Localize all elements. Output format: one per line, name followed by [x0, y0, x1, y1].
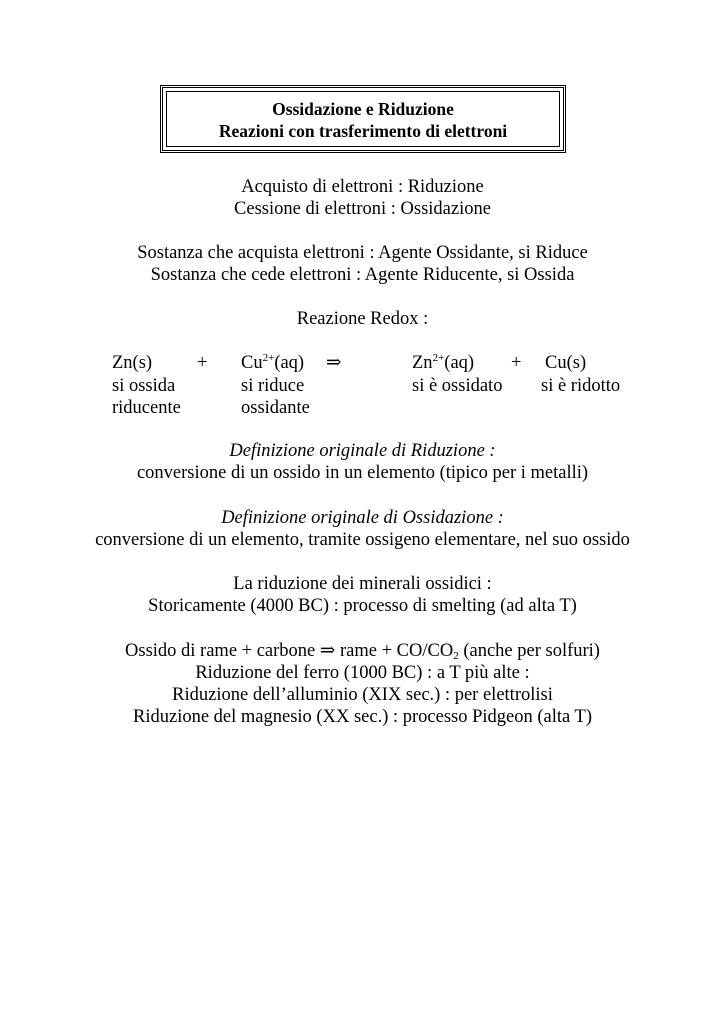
plus-sign-1: +	[197, 353, 208, 373]
minerals-line-2: Storicamente (4000 BC) : processo di smelting (ad alta T)	[148, 596, 577, 616]
orig-ossidazione-heading: Definizione originale di Ossidazione :	[221, 508, 504, 528]
agent-oxidant: Sostanza che acquista elettroni : Agente Ossidante, si Riduce	[137, 243, 588, 263]
zn-role-1: si ossida	[112, 376, 176, 396]
orig-riduzione-heading: Definizione originale di Riduzione :	[229, 441, 496, 461]
title-box	[160, 85, 566, 153]
zn2-base: Zn	[412, 353, 433, 373]
zn2-role: si è ossidato	[412, 376, 503, 396]
reactant-zn: Zn(s)	[112, 353, 153, 373]
orig-ossidazione-text: conversione di un elemento, tramite ossigeno elementare, nel suo ossido	[95, 530, 630, 550]
plus-sign-2: +	[511, 353, 522, 373]
title-line-1: Ossidazione e Riduzione	[272, 99, 454, 119]
cu-charge: 2+	[262, 352, 275, 364]
copper-subscript: 2	[453, 650, 459, 662]
definition-acquisto: Acquisto di elettroni : Riduzione	[241, 177, 484, 197]
history-copper	[0, 640, 725, 662]
reaction-arrow: ⇒	[326, 353, 342, 373]
history-iron: Riduzione del ferro (1000 BC) : a T più alte :	[195, 663, 530, 683]
definition-cessione: Cessione di elettroni : Ossidazione	[234, 199, 491, 219]
agent-reductant: Sostanza che cede elettroni : Agente Riducente, si Ossida	[150, 265, 575, 285]
product-zn-ion	[412, 352, 474, 374]
orig-riduzione-text: conversione di un ossido in un elemento (tipico per i metalli)	[136, 463, 589, 483]
zn2-charge: 2+	[432, 352, 445, 364]
cu-role-1: si riduce	[241, 376, 305, 396]
history-magnesium: Riduzione del magnesio (XX sec.) : processo Pidgeon (alta T)	[133, 707, 592, 727]
title-line-2: Reazioni con trasferimento di elettroni	[218, 121, 508, 141]
product-cu: Cu(s)	[545, 353, 587, 373]
cu-role-2: ossidante	[241, 398, 310, 418]
copper-text-b: (anche per solfuri)	[458, 641, 600, 661]
zn2-state: (aq)	[444, 353, 475, 373]
cu-s-role: si è ridotto	[541, 376, 621, 396]
cu-base: Cu	[241, 353, 263, 373]
zn-role-2: riducente	[112, 398, 181, 418]
cu-state: (aq)	[274, 353, 305, 373]
minerals-line-1: La riduzione dei minerali ossidici :	[233, 574, 492, 594]
history-aluminium: Riduzione dell’alluminio (XIX sec.) : per elettrolisi	[172, 685, 553, 705]
redox-heading: Reazione Redox :	[296, 309, 429, 329]
copper-text-a: Ossido di rame + carbone ⇒ rame + CO/CO	[125, 641, 454, 661]
reactant-cu-ion	[241, 352, 304, 374]
